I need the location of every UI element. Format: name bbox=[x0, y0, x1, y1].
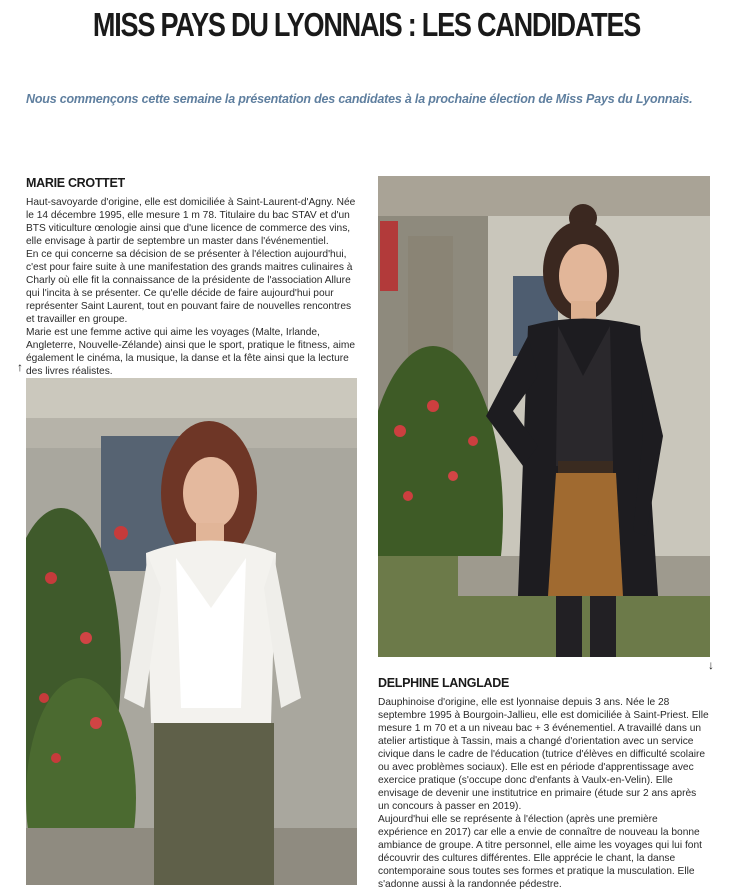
candidate-1-photo bbox=[26, 378, 357, 885]
candidate-2-bio bbox=[378, 696, 710, 891]
candidate-1-bio-paragraph: En ce qui concerne sa décision de se présenter à l'élection aujourd'hui, c'est pour faire suite à une manifestation des grands maitres culinaires à Charly où elle fit la connaissance de la présidente de l'association Allure qui l'incita à se présenter. Ce qu'elle décide de faire aujourd'hui pour représenter Saint Laurent, tout en pouvant faire de nouvelles rencontres et travailler en groupe. bbox=[26, 249, 353, 325]
candidate-2-bio-paragraph: Aujourd'hui elle se représente à l'élection (après une première expérience en 2017) car elle a envie de connaître de nouveau la bonne ambiance de groupe. A titre personnel, elle aime les voyages qui lui font découvrir des cultures différentes. Elle apprécie le chant, la danse contemporaine sous toutes ses formes et pratique la musculation. Elle s'adonne aussi à la randonnée pédestre. bbox=[378, 814, 702, 890]
candidate-1-bio bbox=[26, 196, 360, 378]
candidate-2-photo bbox=[378, 176, 710, 657]
candidate-2-name: DELPHINE LANGLADE bbox=[378, 676, 510, 690]
candidate-1-bio-paragraph: Haut-savoyarde d'origine, elle est domiciliée à Saint-Laurent-d'Agny. Née le 14 décembre 1995, elle mesure 1 m 78. Titulaire du bac STAV et d'un BTS viticulture œnologie ainsi que d'une licence de commerce des vins, elle envisage à partir de septembre un master dans l'événementiel. bbox=[26, 197, 356, 247]
candidate-2-bio-paragraph: Dauphinoise d'origine, elle est lyonnaise depuis 3 ans. Née le 28 septembre 1995 à Bourgoin-Jallieu, elle est domiciliée à Saint-Priest. Elle mesure 1 m 70 et a un niveau bac + 3 événementiel. A travaillé dans un atelier artistique à Tassin, mais a changé d'orientation avec un service civique dans le cadre de l'éducation (tutrice d'élèves en difficulté scolaire ou avec problèmes sociaux). Elle est en période d'apprentissage avec exercice pratique (s'occupe donc d'enfants à Vaulx-en-Velin). Elle envisage de devenir une institutrice en primaire (étude sur 2 ans après un concours à passer en 2019). bbox=[378, 697, 709, 812]
up-arrow-icon: ↑ bbox=[17, 360, 23, 374]
candidate-1-name: MARIE CROTTET bbox=[26, 176, 125, 190]
down-arrow-icon: ↓ bbox=[708, 658, 714, 672]
candidate-1-bio-paragraph: Marie est une femme active qui aime les voyages (Malte, Irlande, Angleterre, Nouvelle-Zélande) ainsi que le sport, pratique le fitness, aime également le cinéma, la musique, la danse et la fête ainsi que la lecture des livres réalistes. bbox=[26, 327, 356, 377]
intro-text: Nous commençons cette semaine la présentation des candidates à la prochaine élection de Miss Pays du Lyonnais. bbox=[26, 92, 693, 106]
page-title: MISS PAYS DU LYONNAIS : LES CANDIDATES bbox=[92, 6, 641, 43]
